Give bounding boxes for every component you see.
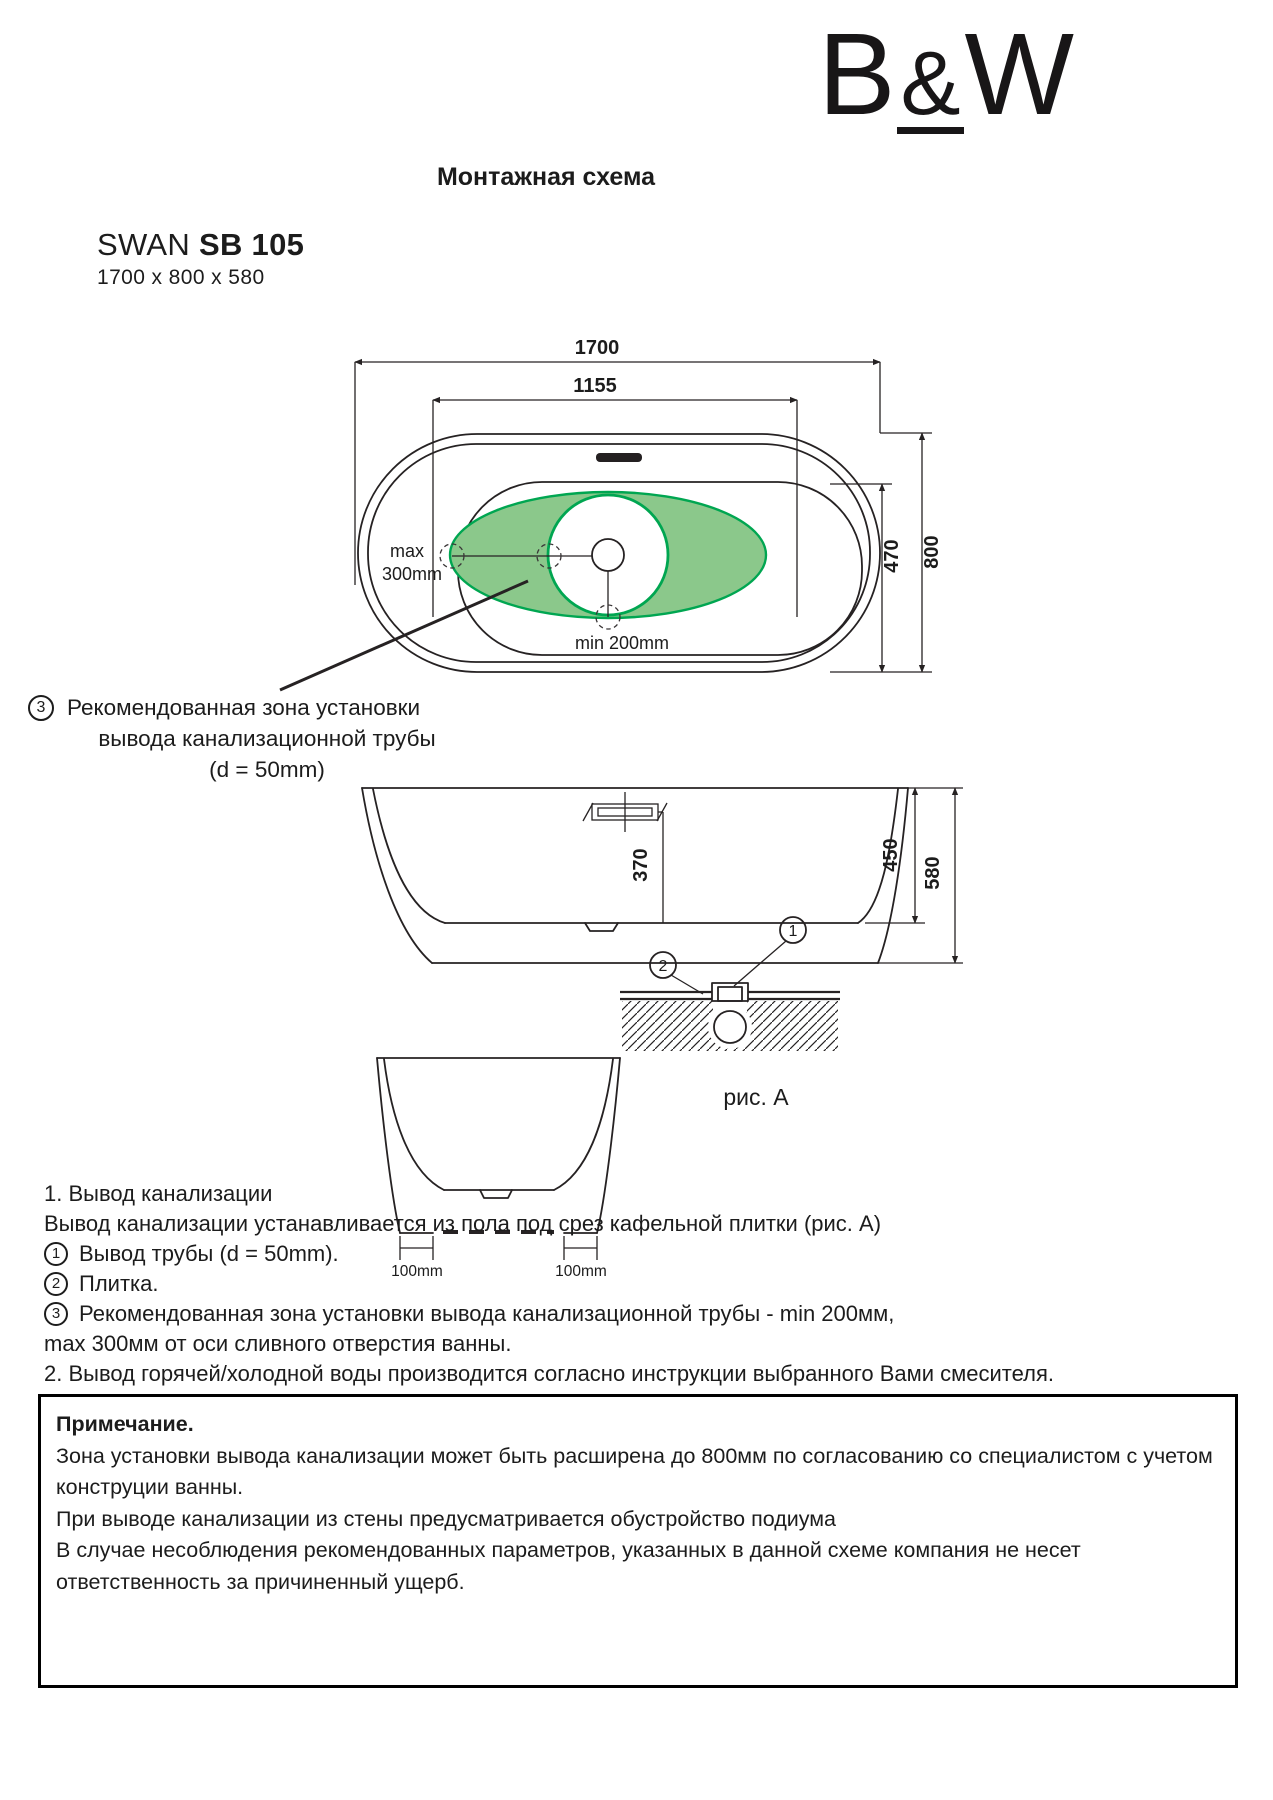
- logo-letter-b: B: [818, 9, 897, 139]
- overflow-slot: [596, 453, 642, 462]
- note-item1-title-text: 1. Вывод канализации: [44, 1181, 273, 1206]
- remark-box: [38, 1394, 1238, 1688]
- note-bullet-2-text: Плитка.: [79, 1271, 159, 1296]
- note-item1-text: [44, 1209, 1254, 1239]
- zone-annotation-line1: Рекомендованная зона установки: [67, 695, 421, 720]
- callout-2-number: 2: [658, 958, 668, 975]
- note-bullet-3-cont: [44, 1329, 1254, 1359]
- min-label: min 200mm: [574, 633, 670, 653]
- remark-line-1: Зона установки вывода канализации может быть расширена до 800мм по согласованию со специалистом с учетом: [56, 1443, 1213, 1468]
- logo-ampersand: &: [897, 43, 963, 134]
- tile-layer-lines: [620, 992, 840, 999]
- note-bullet-3-text: Рекомендованная зона установки вывода канализационной трубы - min 200мм,: [79, 1301, 895, 1326]
- logo-letter-w: W: [964, 9, 1075, 139]
- detail-caption: рис. А: [723, 1084, 789, 1110]
- note-bullet-3: [44, 1299, 1254, 1329]
- note-callout-2-badge: 2: [44, 1272, 68, 1296]
- dim-100mm-right: 100mm: [555, 1263, 607, 1280]
- note-bullet-2: [44, 1269, 1254, 1299]
- note-callout-3-badge: 3: [44, 1302, 68, 1326]
- dim-800: 800: [921, 535, 943, 569]
- note-callout-1-badge: 1: [44, 1242, 68, 1266]
- dim-470: 470: [881, 539, 903, 573]
- page-title: Монтажная схема: [436, 163, 656, 191]
- overflow-fitting: [583, 792, 667, 832]
- note-item2-text: 2. Вывод горячей/холодной воды производится согласно инструкции выбранного Вами смесителя.: [44, 1361, 1055, 1386]
- dim-100mm-left: 100mm: [391, 1263, 443, 1280]
- dim-370: 370: [630, 848, 652, 882]
- installation-notes: [44, 1179, 1254, 1389]
- top-view-diagram: [270, 295, 960, 700]
- drain-fitting-inner: [718, 987, 742, 1001]
- remark-line-5: ответственность за причиненный ущерб.: [56, 1569, 465, 1594]
- zone-annotation-line3: (d = 50mm): [209, 757, 325, 782]
- callout-1-number: 1: [788, 923, 798, 940]
- note-item1-body-text: Вывод канализации устанавливается из пола под срез кафельной плитки (рис. А): [44, 1211, 882, 1236]
- max-label: max: [390, 541, 425, 561]
- dim-450: 450: [880, 838, 902, 872]
- note-bullet-1: [44, 1239, 1254, 1269]
- zone-leader-line: [280, 581, 528, 690]
- drain-hole: [592, 539, 624, 571]
- product-size: 1700 x 800 x 580: [97, 266, 265, 289]
- note-bullet-1-text: Вывод трубы (d = 50mm).: [79, 1241, 339, 1266]
- remark-line-4: В случае несоблюдения рекомендованных параметров, указанных в данной схеме компания не несет: [56, 1538, 1081, 1562]
- dim-580: 580: [922, 856, 944, 890]
- max-value-label: 300mm: [382, 564, 443, 584]
- detail-leader-lines: [671, 941, 786, 994]
- remark-line-2: конструции ванны.: [56, 1475, 244, 1499]
- detail-a-diagram: [610, 905, 1000, 1135]
- remark-title: Примечание.: [56, 1412, 194, 1436]
- note-item1-title: [44, 1179, 1254, 1209]
- remark-line-3: При выводе канализации из стены предусматривается обустройство подиума: [56, 1506, 836, 1531]
- product-series: SWAN: [97, 227, 191, 262]
- dim-1155: 1155: [573, 375, 617, 397]
- product-name: [97, 227, 304, 263]
- brand-logo: [790, 9, 1075, 139]
- product-block: [97, 227, 304, 290]
- dim-1700: 1700: [574, 337, 620, 359]
- product-model: SB 105: [198, 227, 305, 262]
- note-item2: [44, 1359, 1254, 1389]
- note-bullet-3-cont-text: max 300мм от оси сливного отверстия ванны.: [44, 1331, 512, 1356]
- zone-annotation-line2: вывода канализационной трубы: [98, 726, 436, 751]
- callout-3-badge: 3: [28, 695, 54, 721]
